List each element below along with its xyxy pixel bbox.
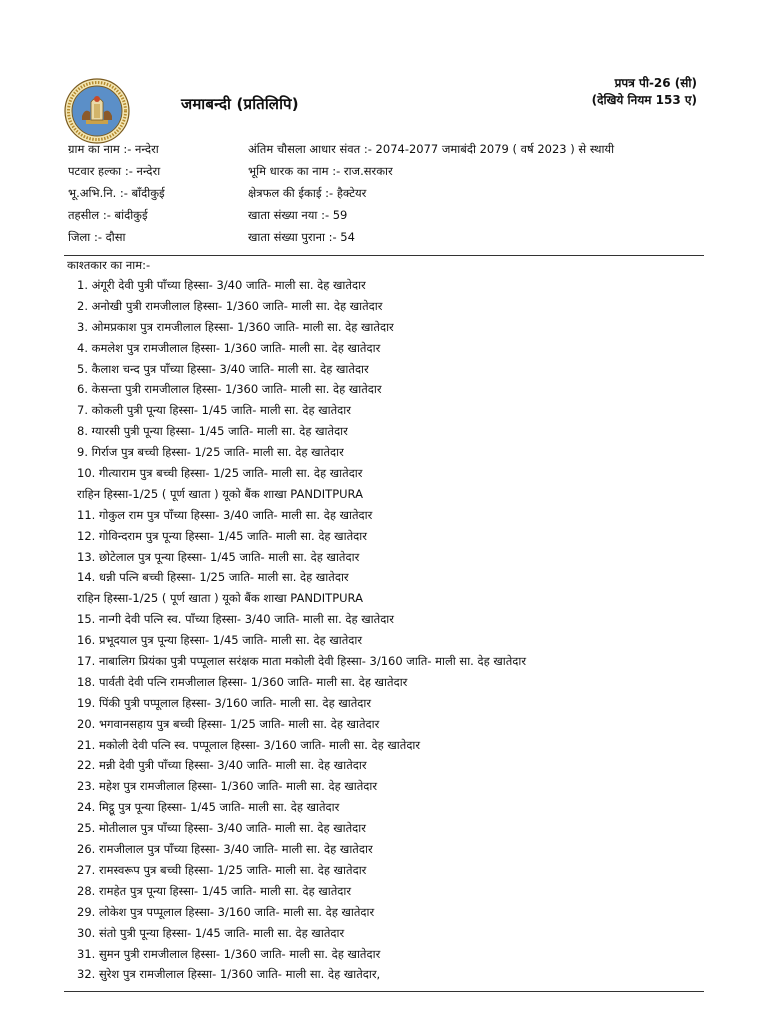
list-item: 16. प्रभूदयाल पुत्र पून्या हिस्सा- 1/45 जाति- माली सा. देह खातेदार (77, 633, 363, 648)
list-item: 2. अनोखी पुत्री रामजीलाल हिस्सा- 1/360 जाति- माली सा. देह खातेदार (77, 298, 383, 313)
tehsil: तहसील :- बांदीकुई (68, 208, 148, 222)
list-item: 3. ओमप्रकाश पुत्र रामजीलाल हिस्सा- 1/360 जाति- माली सा. देह खातेदार (77, 319, 394, 334)
holders-heading: काश्तकार का नाम:- (67, 258, 151, 272)
area-unit: क्षेत्रफल की ईकाई :- हैक्टेयर (248, 186, 367, 200)
list-item: 5. कैलाश चन्द पुत्र पाँच्या हिस्सा- 3/40 जाति- माली सा. देह खातेदार (77, 361, 369, 376)
divider-top (64, 255, 704, 256)
list-item: 31. सुमन पुत्री रामजीलाल हिस्सा- 1/360 जाति- माली सा. देह खातेदार (77, 946, 381, 961)
list-item: 8. ग्यारसी पुत्री पून्या हिस्सा- 1/45 जाति- माली सा. देह खातेदार (77, 424, 348, 439)
list-item: 22. मन्नी देवी पुत्री पाँच्या हिस्सा- 3/40 जाति- माली सा. देह खातेदार (77, 758, 367, 773)
list-item: 1. अंगूरी देवी पुत्री पाँच्या हिस्सा- 3/40 जाति- माली सा. देह खातेदार (77, 278, 366, 292)
list-item: 19. पिंकी पुत्री पप्पूलाल हिस्सा- 3/160 जाति- माली सा. देह खातेदार (77, 695, 372, 710)
list-item: 32. सुरेश पुत्र रामजीलाल हिस्सा- 1/360 जाति- माली सा. देह खातेदार, (77, 967, 381, 982)
list-item: 25. मोतीलाल पुत्र पाँच्या हिस्सा- 3/40 जाति- माली सा. देह खातेदार (77, 821, 366, 836)
list-item: 27. रामस्वरूप पुत्र बच्ची हिस्सा- 1/25 जाति- माली सा. देह खातेदार (77, 862, 367, 877)
list-item: राहिन हिस्सा-1/25 ( पूर्ण खाता ) यूको बैंक शाखा PANDITPURA (77, 486, 363, 501)
account-number-old: खाता संख्या पुराना :- 54 (248, 230, 355, 244)
list-item: 28. रामहेत पुत्र पून्या हिस्सा- 1/45 जाति- माली सा. देह खातेदार (77, 883, 352, 898)
list-item: राहिन हिस्सा-1/25 ( पूर्ण खाता ) यूको बैंक शाखा PANDITPURA (77, 591, 363, 606)
list-item: 7. कोकली पुत्री पून्या हिस्सा- 1/45 जाति- माली सा. देह खातेदार (77, 403, 351, 418)
list-item: 24. मिट्ठू पुत्र पून्या हिस्सा- 1/45 जाति- माली सा. देह खातेदार (77, 800, 340, 815)
list-item: 23. महेश पुत्र रामजीलाल हिस्सा- 1/360 जाति- माली सा. देह खातेदार (77, 779, 378, 794)
list-item: 29. लोकेश पुत्र पप्पूलाल हिस्सा- 3/160 जाति- माली सा. देह खातेदार (77, 904, 375, 919)
list-item: 9. गिर्राज पुत्र बच्ची हिस्सा- 1/25 जाति- माली सा. देह खातेदार (77, 445, 344, 460)
list-item: 10. गीत्याराम पुत्र बच्ची हिस्सा- 1/25 जाति- माली सा. देह खातेदार (77, 466, 363, 481)
district: जिला :- दौसा (68, 230, 126, 244)
list-item: 11. गोकुल राम पुत्र पाँच्या हिस्सा- 3/40 जाति- माली सा. देह खातेदार (77, 507, 373, 522)
land-holder-name: भूमि धारक का नाम :- राज.सरकार (248, 164, 393, 178)
list-item: 17. नाबालिग प्रियंका पुत्री पप्पूलाल सरंक्षक माता मकोली देवी हिस्सा- 3/160 जाति- माली सा. देह खातेदार (77, 654, 527, 669)
list-item: 12. गोविन्दराम पुत्र पून्या हिस्सा- 1/45 जाति- माली सा. देह खातेदार (77, 528, 367, 543)
form-reference (592, 75, 697, 109)
village-name: ग्राम का नाम :- नन्देरा (68, 142, 159, 156)
list-item: 6. केसन्ता पुत्री रामजीलाल हिस्सा- 1/360 जाति- माली सा. देह खातेदार (77, 382, 382, 397)
rule-reference: (देखिये नियम 153 ए) (591, 93, 697, 107)
list-item: 26. रामजीलाल पुत्र पाँच्या हिस्सा- 3/40 जाति- माली सा. देह खातेदार (77, 842, 373, 857)
form-number: प्रपत्र पी-26 (सी) (614, 76, 697, 90)
rajasthan-state-emblem-icon (64, 78, 130, 144)
patwar-halka: पटवार हल्का :- नन्देरा (68, 164, 161, 178)
account-number-new: खाता संख्या नया :- 59 (248, 208, 348, 222)
list-item: 13. छोटेलाल पुत्र पून्या हिस्सा- 1/45 जाति- माली सा. देह खातेदार (77, 549, 360, 564)
list-item: 30. संतो पुत्री पून्या हिस्सा- 1/45 जाति- माली सा. देह खातेदार (77, 925, 345, 940)
account-details (248, 138, 614, 248)
land-record-inspector: भू.अभि.नि. :- बाँदीकुई (68, 186, 165, 200)
list-item: 18. पार्वती देवी पत्नि रामजीलाल हिस्सा- 1/360 जाति- माली सा. देह खातेदार (77, 674, 408, 689)
holders-list (77, 275, 526, 985)
document-title: जमाबन्दी (प्रतिलिपि) (181, 95, 299, 113)
list-item: 4. कमलेश पुत्र रामजीलाल हिस्सा- 1/360 जाति- माली सा. देह खातेदार (77, 340, 381, 355)
settlement-basis: अंतिम चौसला आधार संवत :- 2074-2077 जमाबंदी 2079 ( वर्ष 2023 ) से स्थायी (248, 142, 615, 156)
list-item: 15. नान्गी देवी पत्नि स्व. पाँच्या हिस्सा- 3/40 जाति- माली सा. देह खातेदार (77, 612, 394, 627)
village-details (68, 138, 165, 248)
divider-bottom (64, 991, 704, 992)
list-item: 14. धन्नी पत्नि बच्ची हिस्सा- 1/25 जाति- माली सा. देह खातेदार (77, 570, 349, 585)
list-item: 21. मकोली देवी पत्नि स्व. पप्पूलाल हिस्सा- 3/160 जाति- माली सा. देह खातेदार (77, 737, 421, 752)
list-item: 20. भगवानसहाय पुत्र बच्ची हिस्सा- 1/25 जाति- माली सा. देह खातेदार (77, 716, 380, 731)
